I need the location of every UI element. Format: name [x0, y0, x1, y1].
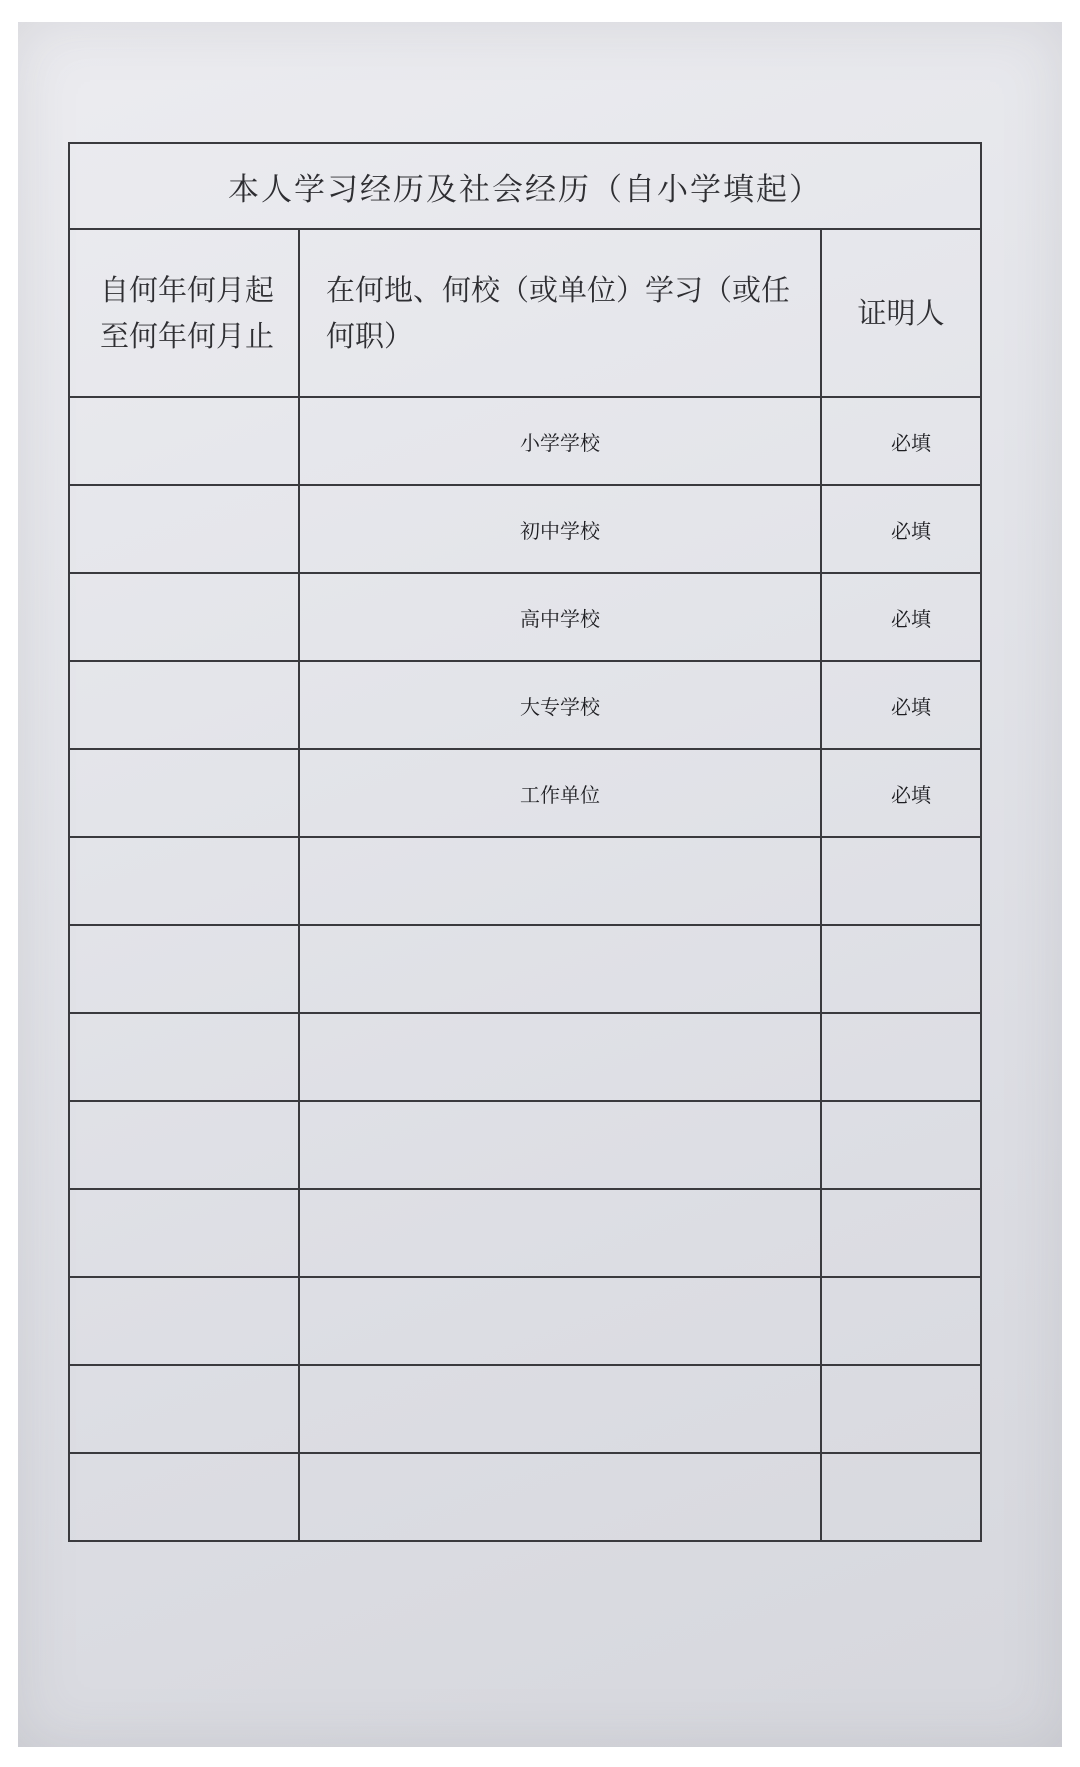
- place-cell[interactable]: [299, 1189, 821, 1277]
- place-cell[interactable]: [299, 925, 821, 1013]
- date-range-cell[interactable]: [69, 837, 299, 925]
- witness-cell[interactable]: 必填: [821, 573, 981, 661]
- header-date-range: 自何年何月起至何年何月止: [69, 229, 299, 397]
- witness-cell[interactable]: 必填: [821, 485, 981, 573]
- title-row: [69, 143, 981, 229]
- place-cell[interactable]: [299, 1277, 821, 1365]
- table-row: [69, 925, 981, 1013]
- header-witness: 证明人: [821, 229, 981, 397]
- table-row: [69, 1365, 981, 1453]
- witness-cell[interactable]: [821, 1453, 981, 1541]
- witness-cell[interactable]: [821, 1277, 981, 1365]
- place-cell[interactable]: 工作单位: [299, 749, 821, 837]
- date-range-cell[interactable]: [69, 1277, 299, 1365]
- table-row: [69, 1189, 981, 1277]
- place-cell[interactable]: [299, 1365, 821, 1453]
- date-range-cell[interactable]: [69, 573, 299, 661]
- date-range-cell[interactable]: [69, 661, 299, 749]
- witness-cell[interactable]: [821, 1365, 981, 1453]
- date-range-cell[interactable]: [69, 1101, 299, 1189]
- table-row: [69, 661, 981, 749]
- place-cell[interactable]: [299, 1101, 821, 1189]
- table-row: [69, 485, 981, 573]
- witness-cell[interactable]: 必填: [821, 749, 981, 837]
- date-range-cell[interactable]: [69, 1365, 299, 1453]
- form-title: 本人学习经历及社会经历（自小学填起）: [69, 143, 981, 229]
- date-range-cell[interactable]: [69, 485, 299, 573]
- place-cell[interactable]: [299, 1013, 821, 1101]
- place-cell[interactable]: [299, 1453, 821, 1541]
- date-range-cell[interactable]: [69, 397, 299, 485]
- witness-cell[interactable]: [821, 1101, 981, 1189]
- date-range-cell[interactable]: [69, 925, 299, 1013]
- table-row: [69, 837, 981, 925]
- experience-form-table: [68, 142, 982, 1542]
- header-place: 在何地、何校（或单位）学习（或任何职）: [299, 229, 821, 397]
- date-range-cell[interactable]: [69, 1189, 299, 1277]
- table-row: [69, 1101, 981, 1189]
- witness-cell[interactable]: [821, 925, 981, 1013]
- witness-cell[interactable]: 必填: [821, 397, 981, 485]
- place-cell[interactable]: [299, 837, 821, 925]
- table-row: [69, 749, 981, 837]
- place-cell[interactable]: 高中学校: [299, 573, 821, 661]
- witness-cell[interactable]: [821, 1189, 981, 1277]
- table-row: [69, 1277, 981, 1365]
- table-row: [69, 1453, 981, 1541]
- paper-sheet: [18, 22, 1062, 1747]
- date-range-cell[interactable]: [69, 749, 299, 837]
- table-row: [69, 397, 981, 485]
- witness-cell[interactable]: [821, 1013, 981, 1101]
- header-row: [69, 229, 981, 397]
- table-row: [69, 573, 981, 661]
- witness-cell[interactable]: [821, 837, 981, 925]
- date-range-cell[interactable]: [69, 1453, 299, 1541]
- place-cell[interactable]: 初中学校: [299, 485, 821, 573]
- place-cell[interactable]: 小学学校: [299, 397, 821, 485]
- table-row: [69, 1013, 981, 1101]
- witness-cell[interactable]: 必填: [821, 661, 981, 749]
- place-cell[interactable]: 大专学校: [299, 661, 821, 749]
- date-range-cell[interactable]: [69, 1013, 299, 1101]
